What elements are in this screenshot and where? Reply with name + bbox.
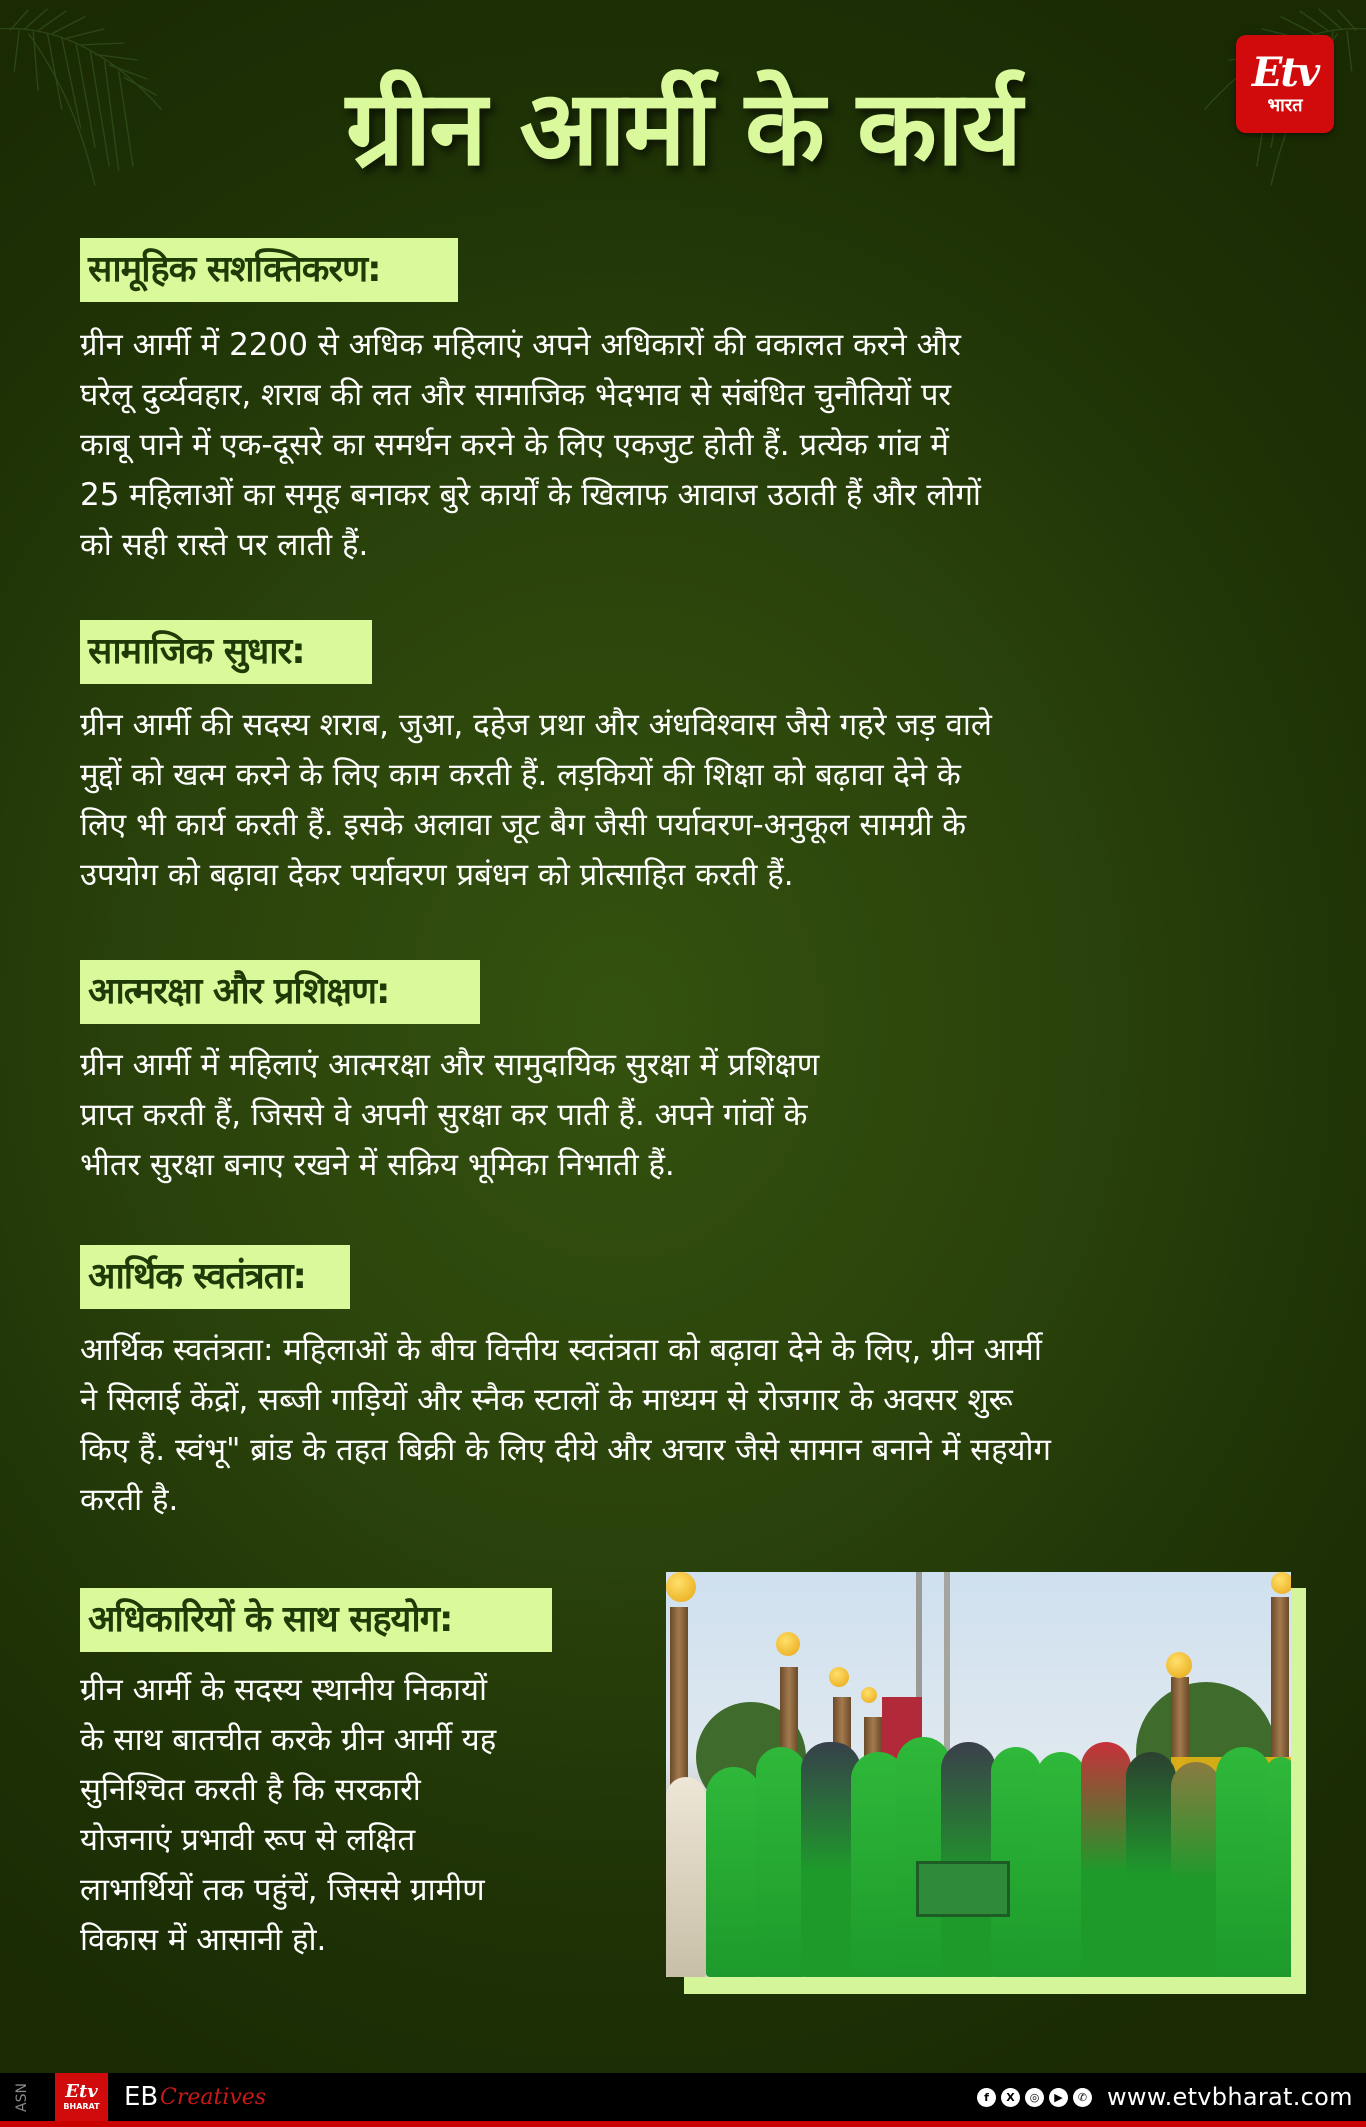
body-line: ग्रीन आर्मी के सदस्य स्थानीय निकायों (80, 1672, 488, 1708)
body-line: के साथ बातचीत करके ग्रीन आर्मी यह (80, 1722, 497, 1758)
body-line: भीतर सुरक्षा बनाए रखने में सक्रिय भूमिका निभाती हैं. (80, 1147, 675, 1183)
section-heading-self-defense-training: आत्मरक्षा और प्रशिक्षण: (80, 960, 480, 1024)
website-link[interactable]: www.etvbharat.com (1107, 2083, 1353, 2111)
section-body-cooperation-with-officials (80, 1665, 496, 1965)
youtube-icon[interactable]: ▶ (1049, 2088, 1068, 2107)
footer-logo-mark: Etv (65, 2081, 98, 2102)
body-line: योजनाएं प्रभावी रूप से लक्षित (80, 1822, 416, 1858)
footer-brand-prefix: EB (124, 2082, 159, 2112)
body-line: मुद्दों को खत्म करने के लिए काम करती हैं. लड़कियों की शिक्षा को बढ़ावा देने के (80, 757, 961, 793)
instagram-icon[interactable]: ◎ (1025, 2088, 1044, 2107)
body-line: ग्रीन आर्मी में 2200 से अधिक महिलाएं अपने अधिकारों की वकालत करने और (80, 327, 961, 363)
section-body-collective-empowerment (80, 320, 981, 570)
body-line: उपयोग को बढ़ावा देकर पर्यावरण प्रबंधन को प्रोत्साहित करती हैं. (80, 857, 794, 893)
body-line: आर्थिक स्वतंत्रता: महिलाओं के बीच वित्तीय स्वतंत्रता को बढ़ावा देने के लिए, ग्रीन आर्मी (80, 1332, 1042, 1368)
body-line: ने सिलाई केंद्रों, सब्जी गाड़ियों और स्नैक स्टालों के माध्यम से रोजगार के अवसर शुरू (80, 1382, 1013, 1418)
section-heading-social-reform: सामाजिक सुधार: (80, 620, 372, 684)
footer-brand-suffix: Creatives (160, 2085, 267, 2110)
page-title: ग्रीन आर्मी के कार्य (345, 67, 1021, 189)
body-line: काबू पाने में एक-दूसरे का समर्थन करने के लिए एकजुट होती हैं. प्रत्येक गांव में (80, 427, 949, 463)
section-heading-collective-empowerment: सामूहिक सशक्तिकरण: (80, 238, 458, 302)
body-line: ग्रीन आर्मी की सदस्य शराब, जुआ, दहेज प्रथा और अंधविश्वास जैसे गहरे जड़ वाले (80, 707, 992, 743)
body-line: को सही रास्ते पर लाती हैं. (80, 527, 369, 563)
body-line: करती है. (80, 1482, 179, 1518)
body-line: सुनिश्चित करती है कि सरकारी (80, 1772, 421, 1808)
section-heading-economic-independence: आर्थिक स्वतंत्रता: (80, 1245, 350, 1309)
body-line: किए हैं. स्वंभू" ब्रांड के तहत बिक्री के लिए दीये और अचार जैसे सामान बनाने में सहयोग (80, 1432, 1052, 1468)
section-heading-cooperation-with-officials: अधिकारियों के साथ सहयोग: (80, 1588, 552, 1652)
body-line: लिए भी कार्य करती हैं. इसके अलावा जूट बैग जैसी पर्यावरण-अनुकूल सामग्री के (80, 807, 967, 843)
body-line: लाभार्थियों तक पहुंचें, जिससे ग्रामीण (80, 1872, 485, 1908)
footer-etv-logo[interactable] (55, 2073, 108, 2121)
logo-mark: Etv (1251, 49, 1319, 96)
body-line: 25 महिलाओं का समूह बनाकर बुरे कार्यों के खिलाफ आवाज उठाती हैं और लोगों (80, 477, 981, 513)
x-icon[interactable]: X (1001, 2088, 1020, 2107)
body-line: ग्रीन आर्मी में महिलाएं आत्मरक्षा और सामुदायिक सुरक्षा में प्रशिक्षण (80, 1047, 820, 1083)
body-line: घरेलू दुर्व्यवहार, शराब की लत और सामाजिक भेदभाव से संबंधित चुनौतियों पर (80, 377, 952, 413)
green-army-photo (666, 1572, 1291, 1977)
section-body-self-defense-training (80, 1040, 819, 1190)
whatsapp-icon[interactable]: ✆ (1073, 2088, 1092, 2107)
social-icons (977, 2088, 1092, 2107)
body-line: विकास में आसानी हो. (80, 1922, 327, 1958)
footer-logo-sub: BHARAT (63, 2102, 100, 2111)
section-body-economic-independence (80, 1325, 1051, 1525)
facebook-icon[interactable]: f (977, 2088, 996, 2107)
footer-red-strip (0, 2121, 1366, 2127)
footer-side-label: ASN (14, 2083, 30, 2113)
section-body-social-reform (80, 700, 992, 900)
body-line: प्राप्त करती हैं, जिससे वे अपनी सुरक्षा कर पाती हैं. अपने गांवों के (80, 1097, 808, 1133)
logo-subtext: भारत (1267, 95, 1303, 116)
